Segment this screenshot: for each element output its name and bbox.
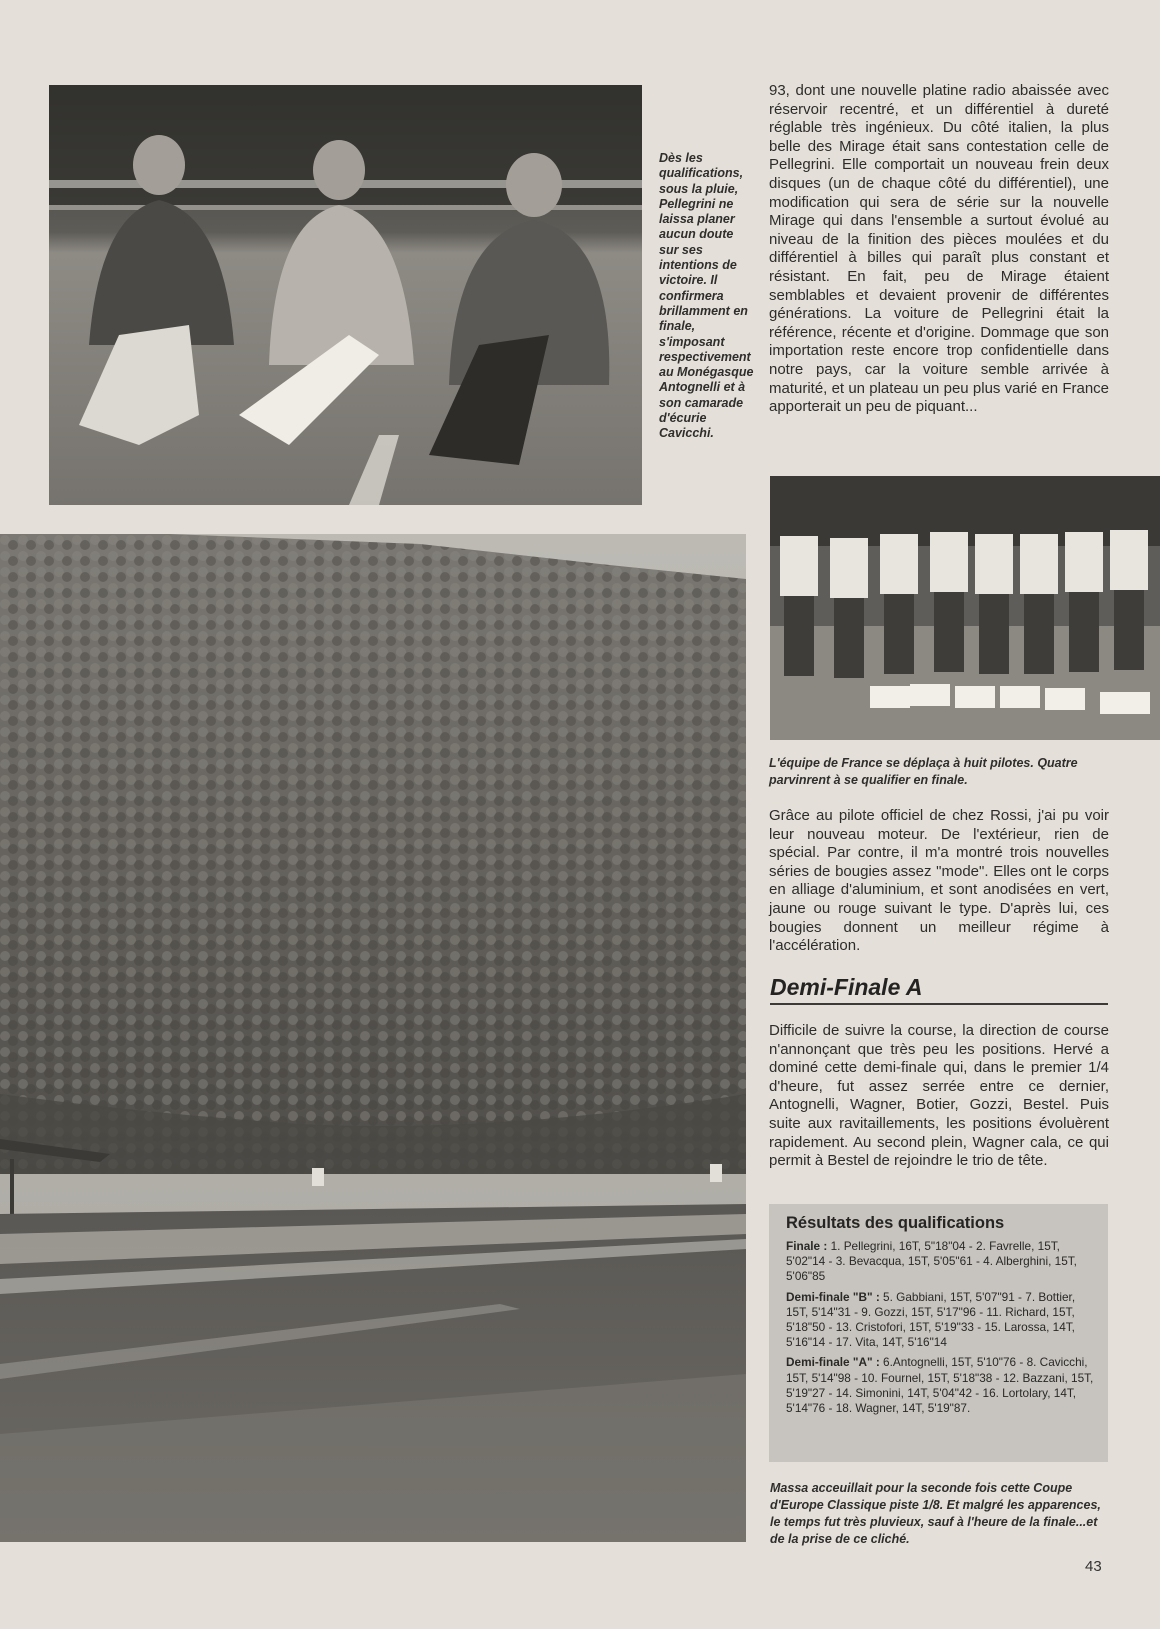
results-demi-b: Demi-finale "B" : 5. Gabbiani, 15T, 5'07"91 - 7. Bottier, 15T, 5'14"31 - 9. Gozzi, 15T, 5'17"96 - 11. Richard, 15T, 5'18"50 - 13. Cristofori, 15T, 5'19"33 - 15. Larossa, 14T, 5'16"14 - 17. Vita, 14T, 5'16"14	[786, 1289, 1076, 1350]
section-heading: Demi-Finale A	[770, 974, 1108, 1005]
results-finale: Finale : 1. Pellegrini, 16T, 5"18"04 - 2. Favrelle, 15T, 5'02"14 - 3. Bevacqua, 15T, 5'05"61 - 4. Alberghini, 15T, 5'06"85	[786, 1239, 1077, 1284]
results-box	[769, 1204, 1108, 1462]
photo-circuit	[0, 534, 746, 1542]
caption-pilots: Dès les qualifications, sous la pluie, Pellegrini ne laissa planer aucun doute sur ses intentions de victoire. Il confirmera brillamment en finale, s'imposant respectivement au Monégasque Antognelli et à son camarade d'écurie Cavicchi.	[659, 151, 754, 441]
photo-pilots	[49, 85, 642, 505]
article-paragraph: Grâce au pilote officiel de chez Rossi, j'ai pu voir leur nouveau moteur. De l'extérieur, rien de spécial. Par contre, il m'a montré trois nouvelles séries de bougies assez "mode". Elles ont le corps en alliage d'aluminium, et sont anodisées en vert, jaune ou rouge suivant le type. D'après lui, ces bougies donnent un meilleur régime à l'accélération.	[769, 807, 1109, 955]
caption-circuit: Massa acceuillait pour la seconde fois cette Coupe d'Europe Classique piste 1/8. Et malgré les apparences, le temps fut très pluvieux, sauf à l'heure de la finale...et de la prise de ce cliché.	[770, 1481, 1101, 1546]
article-paragraph: 93, dont une nouvelle platine radio abaissée avec réservoir recentré, et un différentiel à dureté réglable très ingénieux. Du côté italien, la plus belle des Mirage était sans contestation celle de Pellegrini. Elle comportait un nouveau frein deux disques (un de chaque côté du différentiel), une modification qui sera de série sur la nouvelle Mirage qui dans l'ensemble a surtout évolué au niveau de la finition des pièces moulées et du différentiel à billes qui paraît plus constant et résistant. En fait, peu de Mirage étaient semblables et devaient provenir de différentes générations. La voiture de Pellegrini était la référence, récente et d'origine. Dommage que son importation reste encore trop confidentielle dans notre pays, car la voiture semble arrivée à maturité, et un plateau un peu plus varié en France apporterait un peu de piquant...	[769, 82, 1109, 416]
article-paragraph: Difficile de suivre la course, la direction de course n'annonçant que très peu les positions. Hervé a dominé cette demi-finale qui, dans le premier 1/4 d'heure, fut assez serrée entre ce dernier, Antognelli, Wagner, Botier, Gozzi, Bestel. Puis suite aux ravitaillements, les positions évoluèrent rapidement. Au second plein, Wagner cala, ce qui permit à Bestel de rejoindre le trio de tête.	[769, 1022, 1109, 1170]
photo-team	[770, 476, 1160, 740]
page-number: 43	[1085, 1558, 1102, 1575]
results-title: Résultats des qualifications	[786, 1214, 1005, 1232]
caption-team: L'équipe de France se déplaça à huit pilotes. Quatre parvinrent à se qualifier en finale.	[769, 756, 1078, 787]
results-demi-a: Demi-finale "A" : 6.Antognelli, 15T, 5'10"76 - 8. Cavicchi, 15T, 5'14"98 - 10. Fournel, 15T, 5'18"38 - 12. Bazzani, 15T, 5'19"27 - 14. Simonini, 14T, 5'04"42 - 16. Lortolary, 14T, 5'14"76 - 18. Wagner, 14T, 5'19"87.	[786, 1355, 1094, 1416]
